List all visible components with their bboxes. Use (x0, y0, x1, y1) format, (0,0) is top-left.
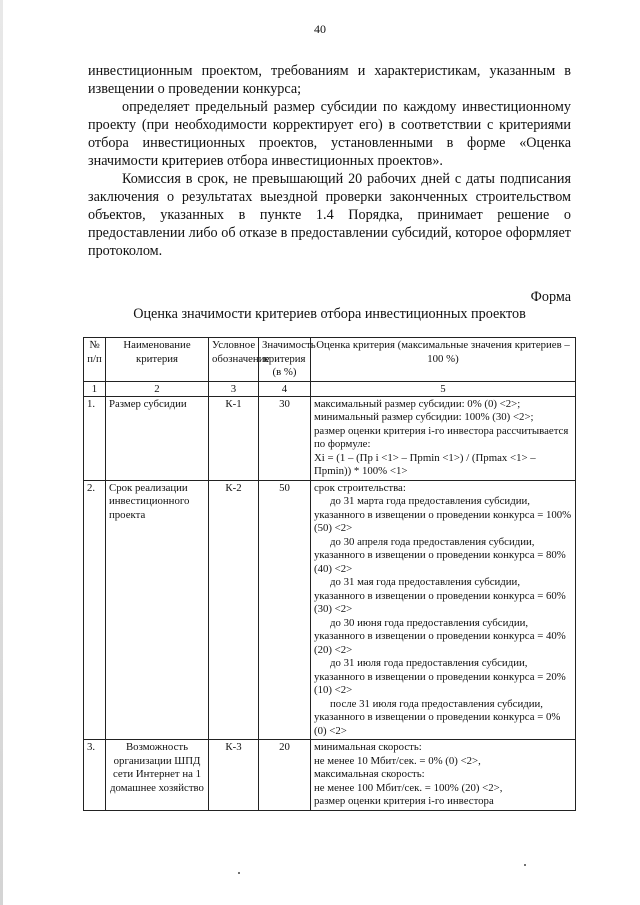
body-text (88, 62, 571, 260)
row-code: К-1 (209, 396, 259, 480)
evaluation-line: максимальная скорость: (314, 768, 425, 780)
index-cell: 5 (311, 381, 576, 396)
row-name: Возможность организации ШПД сети Интернет на 1 домашнее хозяйство (106, 740, 209, 811)
evaluation-line: до 30 апреля года предоставления субсидии, указанного в извещении о проведении конкурса = 80% (40) <2> (314, 535, 566, 575)
header-evaluation: Оценка критерия (максимальные значения критериев – 100 %) (311, 338, 576, 382)
index-cell: 4 (259, 381, 311, 396)
row-name: Срок реализации инвестиционного проекта (106, 480, 209, 740)
row-code: К-2 (209, 480, 259, 740)
row-num: 1. (84, 396, 106, 480)
form-title: Оценка значимости критериев отбора инвестиционных проектов (133, 306, 526, 322)
header-weight: Значимость критерия (в %) (259, 338, 311, 382)
form-label: Форма (530, 289, 571, 305)
scan-left-edge (0, 0, 3, 905)
header-code: Условное обозначение (209, 338, 259, 382)
table-header-row (84, 338, 576, 382)
table-row (84, 396, 576, 480)
evaluation-line: минимальная скорость: (314, 741, 422, 753)
table-row (84, 740, 576, 811)
evaluation-line: Xi = (1 – (Пр i <1> – Прmin <1>) / (Прmax <1> – Прmin)) * 100% <1> (314, 451, 536, 477)
scan-speck (238, 872, 240, 874)
paragraph: Комиссия в срок, не превышающий 20 рабочих дней с даты подписания заключения о результатах выездной проверки законченных строительством объектов, указанных в пункте 1.4 Порядка, принимает решение о предоставлении либо об отказе в предоставлении субсидий, которое оформляет протоколом. (88, 171, 571, 259)
evaluation-line: не менее 10 Мбит/сек. = 0% (0) <2>, (314, 754, 481, 767)
evaluation-line: минимальный размер субсидии: 100% (30) <2>; (314, 411, 534, 423)
row-evaluation (311, 740, 576, 811)
evaluation-line: после 31 июля года предоставления субсидии, указанного в извещении о проведении конкурса = 0% (0) <2> (314, 697, 561, 737)
header-num: № п/п (84, 338, 106, 382)
page-number: 40 (314, 22, 326, 36)
row-weight: 20 (259, 740, 311, 811)
index-cell: 1 (84, 381, 106, 396)
evaluation-line: срок строительства: (314, 481, 406, 494)
row-name: Размер субсидии (106, 396, 209, 480)
criteria-table (83, 337, 576, 811)
row-weight: 50 (259, 480, 311, 740)
row-weight: 30 (259, 396, 311, 480)
paragraph: определяет предельный размер субсидии по каждому инвестиционному проекту (при необходимости корректирует его) в соответствии с критериями отбора инвестиционных проектов, установленными в форме «Оценка значимости критериев отбора инвестиционных проектов». (88, 99, 571, 169)
row-num: 2. (84, 480, 106, 740)
evaluation-line: до 31 мая года предоставления субсидии, указанного в извещении о проведении конкурса = 60% (30) <2> (314, 576, 566, 615)
index-cell: 2 (106, 381, 209, 396)
paragraph: инвестиционным проектом, требованиям и характеристикам, указанным в извещении о проведении конкурса; (88, 63, 571, 97)
row-num: 3. (84, 740, 106, 811)
evaluation-line: размер оценки критерия i-го инвестора (314, 795, 494, 807)
evaluation-line: до 31 июля года предоставления субсидии, указанного в извещении о проведении конкурса = 20% (10) <2> (314, 657, 566, 696)
scan-speck (524, 864, 526, 866)
evaluation-line: до 30 июня года предоставления субсидии, указанного в извещении о проведении конкурса = 40% (20) <2> (314, 616, 566, 656)
row-code: К-3 (209, 740, 259, 811)
header-name: Наименование критерия (106, 338, 209, 382)
evaluation-line: не менее 100 Мбит/сек. = 100% (20) <2>, (314, 781, 503, 794)
table-row (84, 480, 576, 740)
row-evaluation (311, 480, 576, 740)
evaluation-line: до 31 марта года предоставления субсидии, указанного в извещении о проведении конкурса = 100% (50) <2> (314, 495, 572, 534)
evaluation-line: размер оценки критерия i-го инвестора рассчитывается по формуле: (314, 424, 569, 450)
row-evaluation (311, 396, 576, 480)
evaluation-line: максимальный размер субсидии: 0% (0) <2>; (314, 397, 521, 410)
table-index-row (84, 381, 576, 396)
index-cell: 3 (209, 381, 259, 396)
